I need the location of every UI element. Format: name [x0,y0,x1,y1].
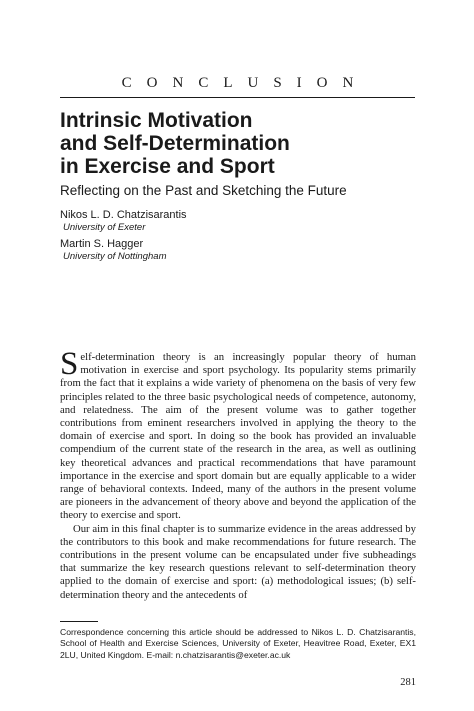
drop-cap: S [60,346,79,382]
paragraph-text: elf-determination theory is an increasingly popular theory of human motivation in exercise and sport psychology. Its popularity stems primarily from the fact that it explains a wide variety of phenomena on the basis of very few principles related to the three basic psychological needs of competence, autonomy, and relatedness. The aim of the present volume was to gather together contributions from eminent researchers involved in applying the theory to the domain of exercise and sport. In doing so the book has provided an invaluable compendium of the current state of the research in the area, as well as outlining key theoretical advances and practical recommendations that have paramount importance in the exercise and sport domain but are equally applicable to a wider range of behavioral contexts. Indeed, many of the authors in the present volume are pioneers in the advancement of theory above and beyond the application of the theory to exercise and sport. [60,351,416,522]
page-number: 281 [400,677,416,688]
body-paragraph: Our aim in this final chapter is to summarize evidence in the areas addressed by the contributors to this book and make recommendations for future research. The contributions in the present volume can be encapsulated under five subheadings that summarize the key research questions relevant to self-determination theory applied to the domain of exercise and sport: (a) methodological issues; (b) self-determination theory and the antecedents of [60,522,416,601]
section-label: CONCLUSION [121,75,369,91]
author-name: Nikos L. D. Chatzisarantis [60,209,187,221]
chapter-title [60,109,420,178]
chapter-subtitle: Reflecting on the Past and Sketching the Future [60,183,347,198]
author-block [60,209,400,234]
body-paragraph [60,346,416,523]
title-line: in Exercise and Sport [60,155,275,178]
author-name: Martin S. Hagger [60,238,144,250]
author-block [60,238,400,263]
footnote-rule [60,621,98,622]
header-rule [60,97,415,98]
title-line: Intrinsic Motivation [60,109,253,132]
body-text [60,346,416,602]
footnote: Correspondence concerning this article should be addressed to Nikos L. D. Chatzisarantis, School of Health and Exercise Sciences, University of Exeter, Heavitree Road, Exeter, EX1 2LU, United Kingdom. E-mail: n.chatzisarantis@exeter.ac.uk [60,627,416,660]
title-line: and Self-Determination [60,132,290,155]
author-affiliation: University of Exeter [63,222,146,233]
author-affiliation: University of Nottingham [63,251,167,262]
